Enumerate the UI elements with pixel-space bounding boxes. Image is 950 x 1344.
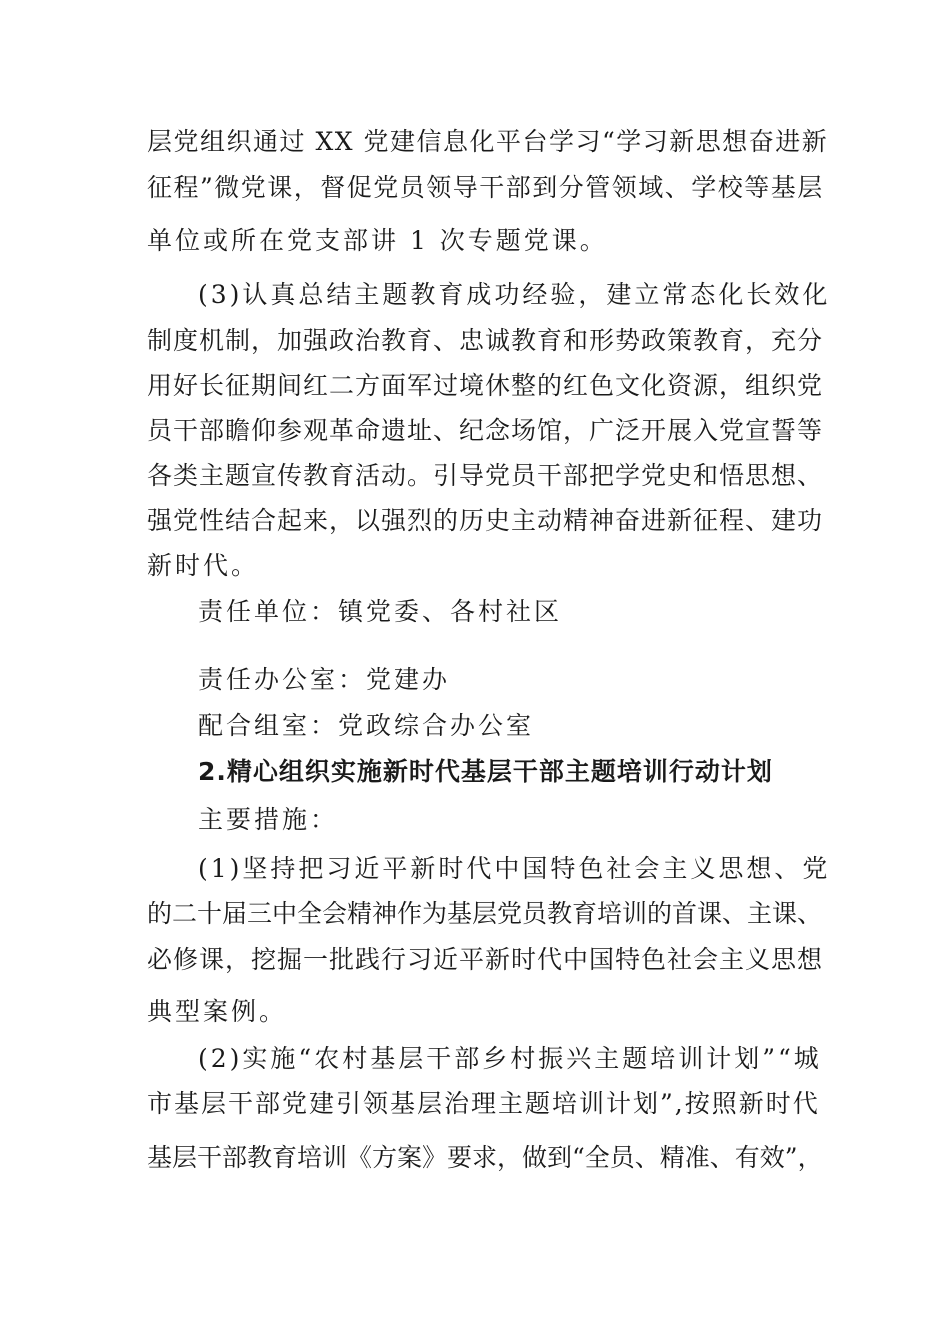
text-line: 各类主题宣传教育活动。引导党员干部把学党史和悟思想、 [147, 461, 824, 490]
paragraph-start-3: (3)认真总结主题教育成功经验，建立常态化长效化 [198, 280, 831, 309]
text-line: 员干部瞻仰参观革命遗址、纪念场馆，广泛开展入党宣誓等 [147, 416, 824, 445]
text-line: 用好长征期间红二方面军过境休整的红色文化资源，组织党 [147, 371, 824, 400]
text-line: 新时代。 [147, 551, 260, 580]
text-line: 制度机制，加强政治教育、忠诚教育和形势政策教育，充分 [147, 326, 824, 355]
text-line: 强党性结合起来，以强烈的历史主动精神奋进新征程、建功 [147, 506, 824, 535]
text-line: 层党组织通过 XX 党建信息化平台学习“学习新思想奋进新 [147, 127, 829, 156]
text-line: 征程”微党课，督促党员领导干部到分管领域、学校等基层 [147, 173, 824, 202]
main-measures-label: 主要措施： [198, 805, 339, 834]
cooperating-office: 配合组室：党政综合办公室 [198, 711, 535, 740]
text-line: 基层干部教育培训《方案》要求，做到“全员、精准、有效”， [147, 1143, 823, 1172]
responsible-unit: 责任单位：镇党委、各村社区 [198, 597, 563, 626]
responsible-office: 责任办公室：党建办 [198, 665, 451, 694]
text-line: 市基层干部党建引领基层治理主题培训计划”,按照新时代 [147, 1089, 820, 1118]
text-line: 单位或所在党支部讲 1 次专题党课。 [147, 226, 608, 255]
section-heading: 2.精心组织实施新时代基层干部主题培训行动计划 [198, 757, 773, 786]
paragraph-start-2: (2)实施“农村基层干部乡村振兴主题培训计划”“城 [198, 1044, 822, 1073]
text-line: 的二十届三中全会精神作为基层党员教育培训的首课、主课、 [147, 899, 823, 928]
text-line: 典型案例。 [147, 997, 288, 1026]
paragraph-start-1: (1)坚持把习近平新时代中国特色社会主义思想、党 [198, 854, 831, 883]
text-line: 必修课，挖掘一批践行习近平新时代中国特色社会主义思想 [147, 945, 824, 974]
